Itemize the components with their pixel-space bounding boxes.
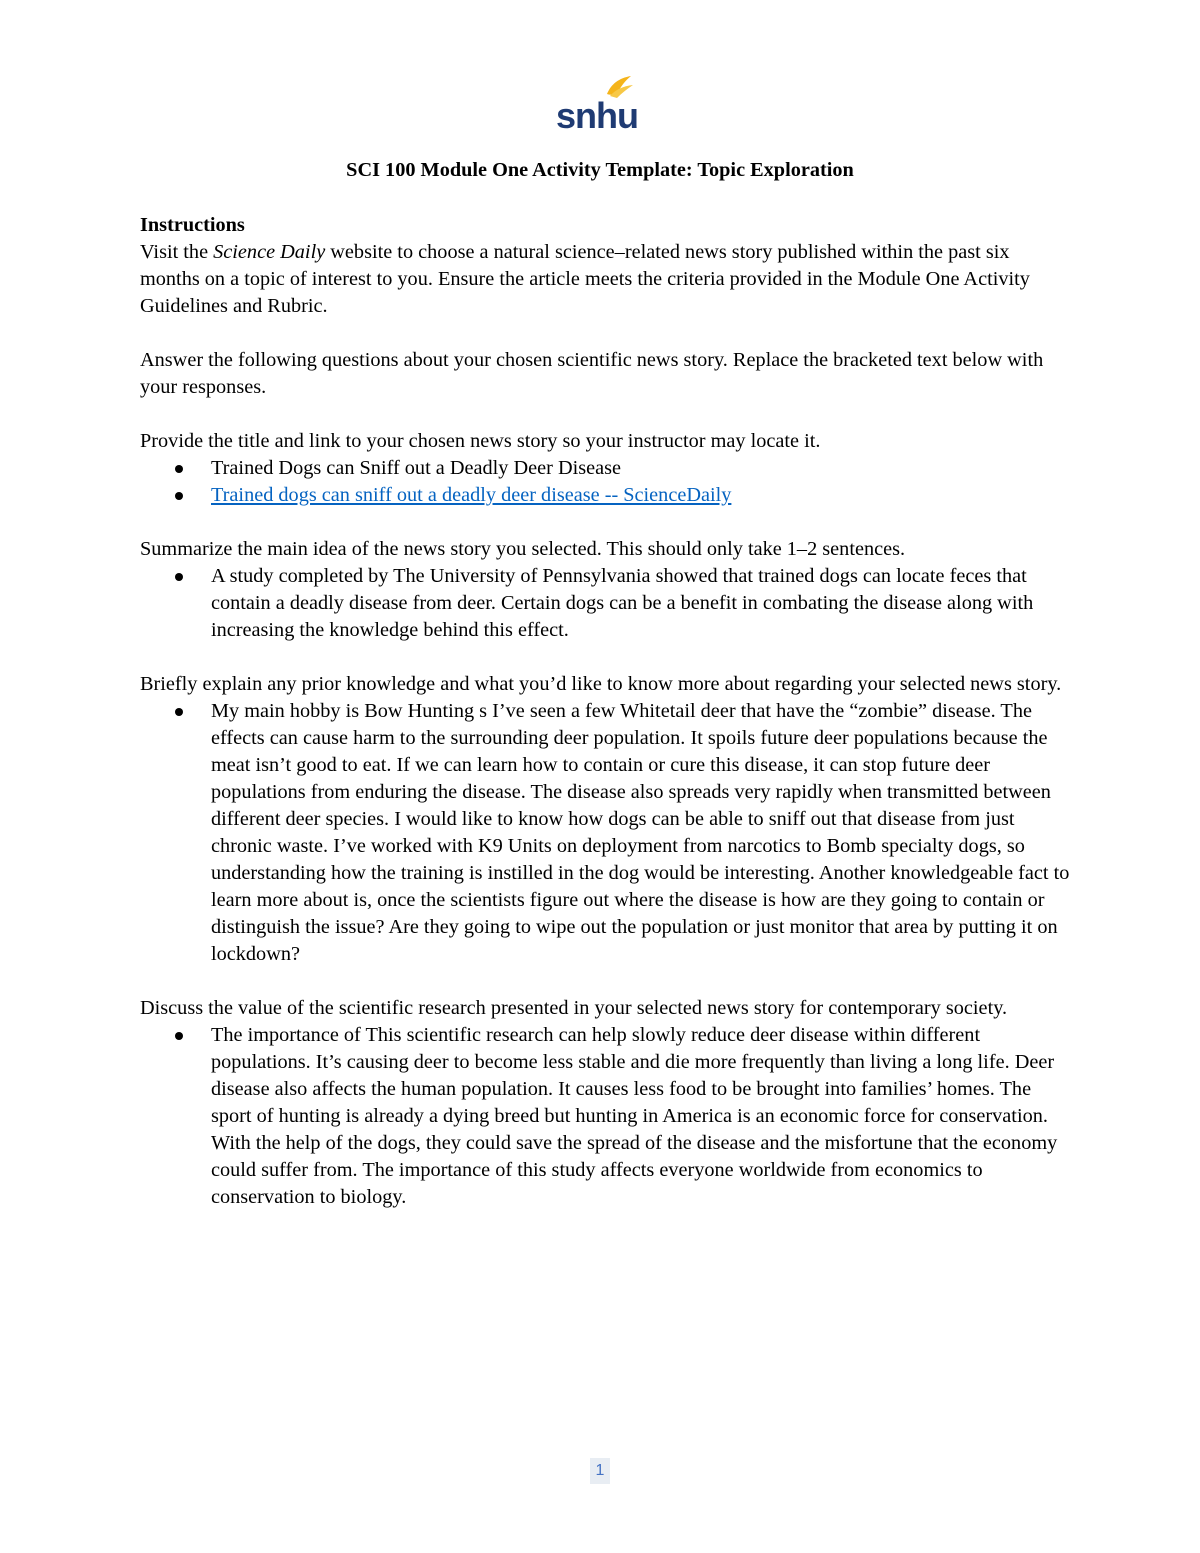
value-answer: The importance of This scientific research can help slowly reduce deer disease within different populations. It’s causing deer to become less stable and die more frequently than living a long life. Deer disease also affects the human population. It causes less food to be brought into families’ homes. The sport of hunting is already a dying breed but hunting in America is an economic force for conservation. With the help of the dogs, they could save the spread of the disease and the misfortune that the economy could suffer from. The importance of this study affects everyone worldwide from economics to conservation to biology. [211,1024,1058,1208]
question-2-answers [140,563,1070,644]
instructions-heading: Instructions [140,214,245,236]
bullet-icon [175,708,183,716]
instructions-text-pre: Visit the [140,241,214,263]
list-item [140,563,1070,644]
flame-leaf-icon [555,74,639,132]
instructions-text-post: website to choose a natural science–related news story published within the past six months on a topic of interest to you. Ensure the article meets the criteria provided in the Module One Activity Guidelines and Rubric. [140,241,1030,317]
question-1-prompt: Provide the title and link to your chosen news story so your instructor may locate it. [140,430,821,452]
question-4-prompt: Discuss the value of the scientific research presented in your selected news story for contemporary society. [140,997,1008,1019]
logo-text: snhu [556,95,638,132]
prior-knowledge-answer: My main hobby is Bow Hunting s I’ve seen a few Whitetail deer that have the “zombie” disease. The effects can cause harm to the surrounding deer population. It spoils future deer populations because the meat isn’t good to eat. If we can learn how to contain or cure this disease, it can stop future deer populations from enduring the disease. The disease also spreads very rapidly when transmitted between different deer species. I would like to know how dogs can be able to sniff out that disease from just chronic waste. I’ve worked with K9 Units on deployment from narcotics to Bomb specialty dogs, so understanding how the training is instilled in the dog would be interesting. Another knowledgeable fact to learn more about is, once the scientists figure out where the disease is how are they going to contain or distinguish the issue? Are they going to wipe out the population or just monitor that area by putting it on lockdown? [211,700,1070,965]
bullet-icon [175,465,183,473]
document-title: SCI 100 Module One Activity Template: Topic Exploration [346,159,854,181]
question-4-answers [140,1022,1070,1211]
bullet-icon [175,573,183,581]
article-link[interactable]: Trained dogs can sniff out a deadly deer disease -- ScienceDaily [211,484,732,506]
answer-prompt: Answer the following questions about your chosen scientific news story. Replace the bracketed text below with your responses. [140,349,1044,398]
summary-answer: A study completed by The University of Pennsylvania showed that trained dogs can locate feces that contain a deadly disease from deer. Certain dogs can be a benefit in combating the disease along with increasing the knowledge behind this effect. [211,565,1034,641]
bullet-icon [175,1032,183,1040]
question-1-answers [140,455,1070,509]
question-3-prompt: Briefly explain any prior knowledge and what you’d like to know more about regarding your selected news story. [140,673,1062,695]
list-item [140,455,1070,482]
question-2-prompt: Summarize the main idea of the news story you selected. This should only take 1–2 sentences. [140,538,906,560]
list-item [140,1022,1070,1211]
list-item [140,698,1070,968]
document-body [140,212,1070,1211]
snhu-logo [555,74,639,132]
bullet-icon [175,492,183,500]
question-3-answers [140,698,1070,968]
science-daily-name: Science Daily [213,241,326,263]
article-title: Trained Dogs can Sniff out a Deadly Deer Disease [211,457,622,479]
page-number: 1 [590,1458,610,1484]
instructions-paragraph [140,239,1070,320]
list-item [140,482,1070,509]
